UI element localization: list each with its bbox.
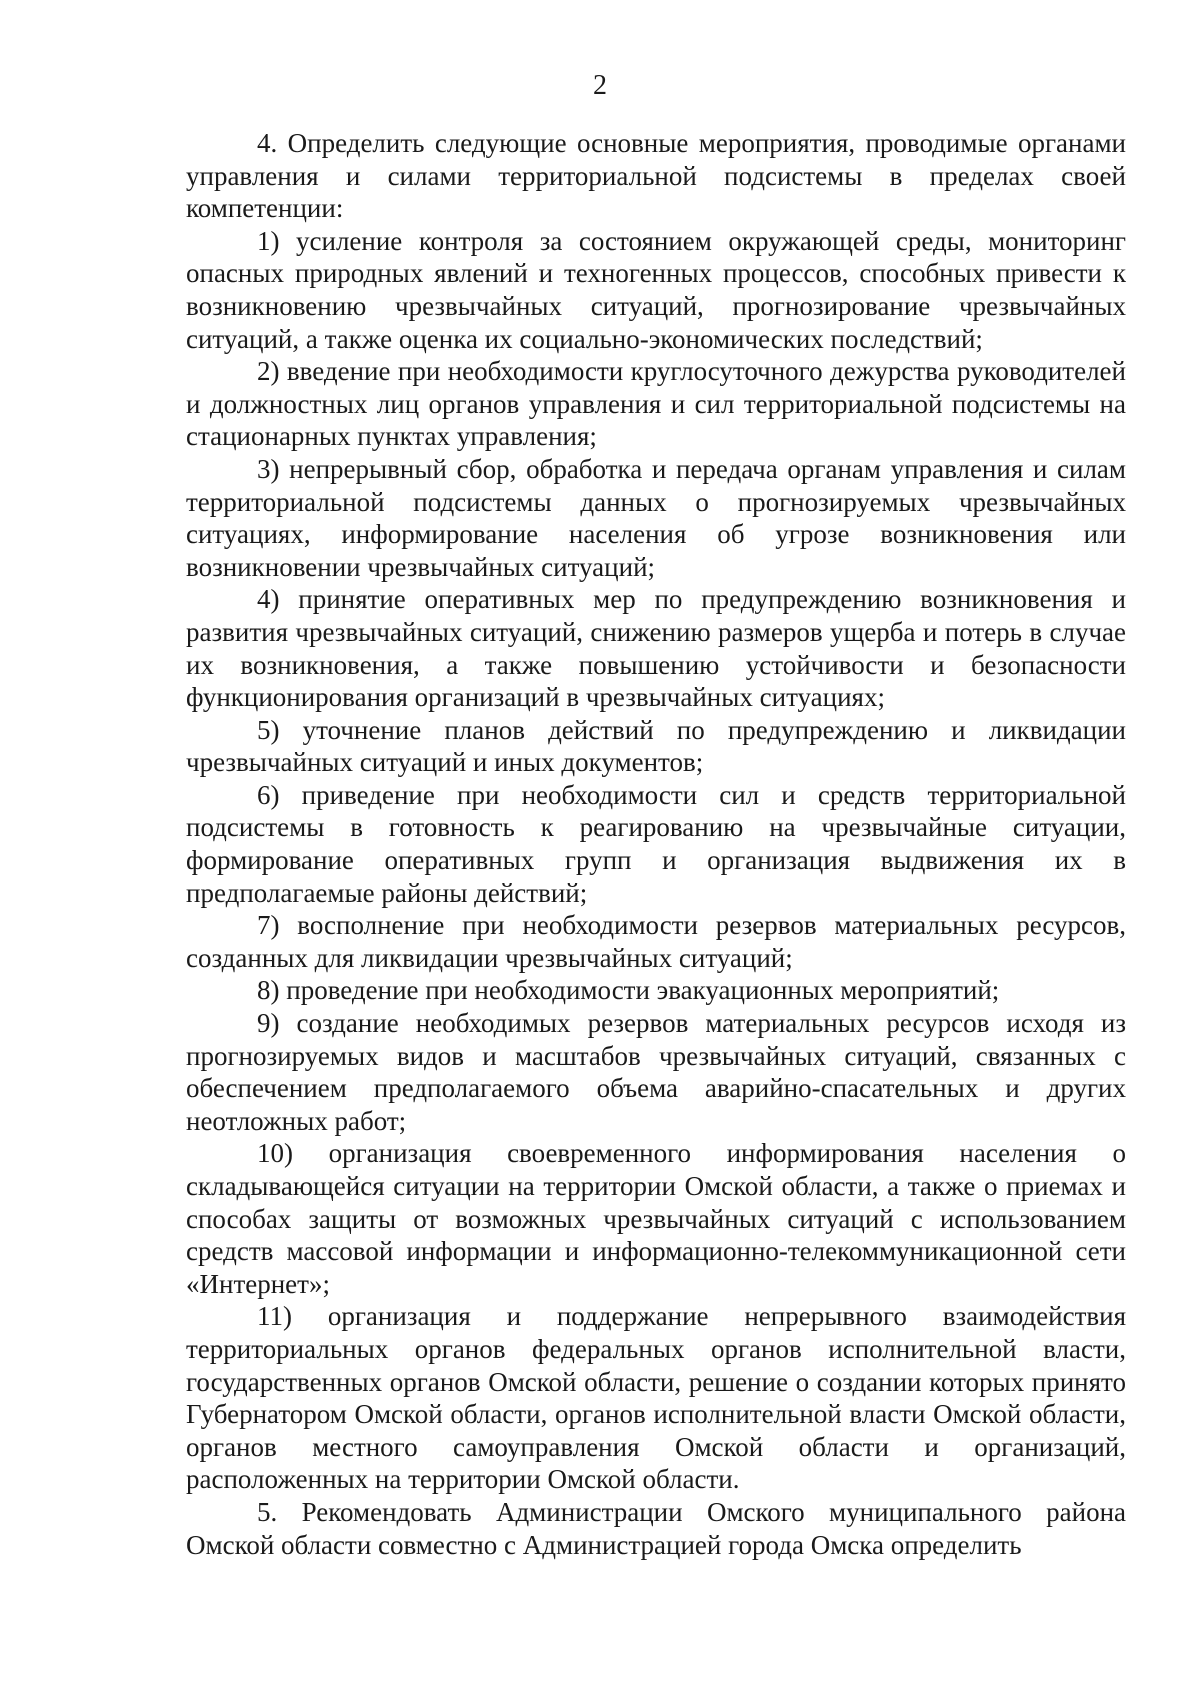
document-body [186,127,1126,1561]
list-item-4: 4) принятие оперативных мер по предупреждению возникновения и развития чрезвычайных ситуаций, снижению размеров ущерба и потерь в случае их возникновения, а также повышению устойчивости и безопасности функционирования организаций в чрезвычайных ситуациях; [186,584,1126,713]
list-item-9: 9) создание необходимых резервов материальных ресурсов исходя из прогнозируемых видов и масштабов чрезвычайных ситуаций, связанных с обеспечением предполагаемого объема аварийно-спасательных и других неотложных работ; [186,1008,1126,1136]
list-item-2: 2) введение при необходимости круглосуточного дежурства руководителей и должностных лиц органов управления и сил территориальной подсистемы на стационарных пунктах управления; [186,356,1126,452]
list-item-11: 11) организация и поддержание непрерывного взаимодействия территориальных органов федеральных органов исполнительной власти, государственных органов Омской области, решение о создании которых принято Губернатором Омской области, органов исполнительной власти Омской области, органов местного самоуправления Омской области и организаций, расположенных на территории Омской области. [186,1301,1126,1495]
list-item-6: 6) приведение при необходимости сил и средств территориальной подсистемы в готовность к реагированию на чрезвычайные ситуации, формирование оперативных групп и организация выдвижения их в предполагаемые районы действий; [186,779,1126,908]
page-number: 2 [593,70,607,101]
list-item-7: 7) восполнение при необходимости резервов материальных ресурсов, созданных для ликвидации чрезвычайных ситуаций; [186,910,1126,973]
paragraph-section-5: 5. Рекомендовать Администрации Омского муниципального района Омской области совместно с Администрацией города Омска определить [186,1496,1126,1560]
list-item-8: 8) проведение при необходимости эвакуационных мероприятий; [257,975,1000,1006]
list-item-3: 3) непрерывный сбор, обработка и передача органам управления и силам территориальной подсистемы данных о прогнозируемых чрезвычайных ситуациях, информирование населения об угрозе возникновения или возникновении чрезвычайных ситуаций; [186,453,1126,582]
list-item-5: 5) уточнение планов действий по предупреждению и ликвидации чрезвычайных ситуаций и иных документов; [186,714,1126,778]
paragraph-section-4-intro: 4. Определить следующие основные мероприятия, проводимые органами управления и силами территориальной подсистемы в пределах своей компетенции: [186,128,1126,224]
list-item-1: 1) усиление контроля за состоянием окружающей среды, мониторинг опасных природных явлений и техногенных процессов, способных привести к возникновению чрезвычайных ситуаций, прогнозирование чрезвычайных ситуаций, а также оценка их социально-экономических последствий; [186,225,1126,354]
list-item-10: 10) организация своевременного информирования населения о складывающейся ситуации на территории Омской области, а также о приемах и способах защиты от возможных чрезвычайных ситуаций с использованием средств массовой информации и информационно-телекоммуникационной сети «Интернет»; [186,1138,1126,1299]
